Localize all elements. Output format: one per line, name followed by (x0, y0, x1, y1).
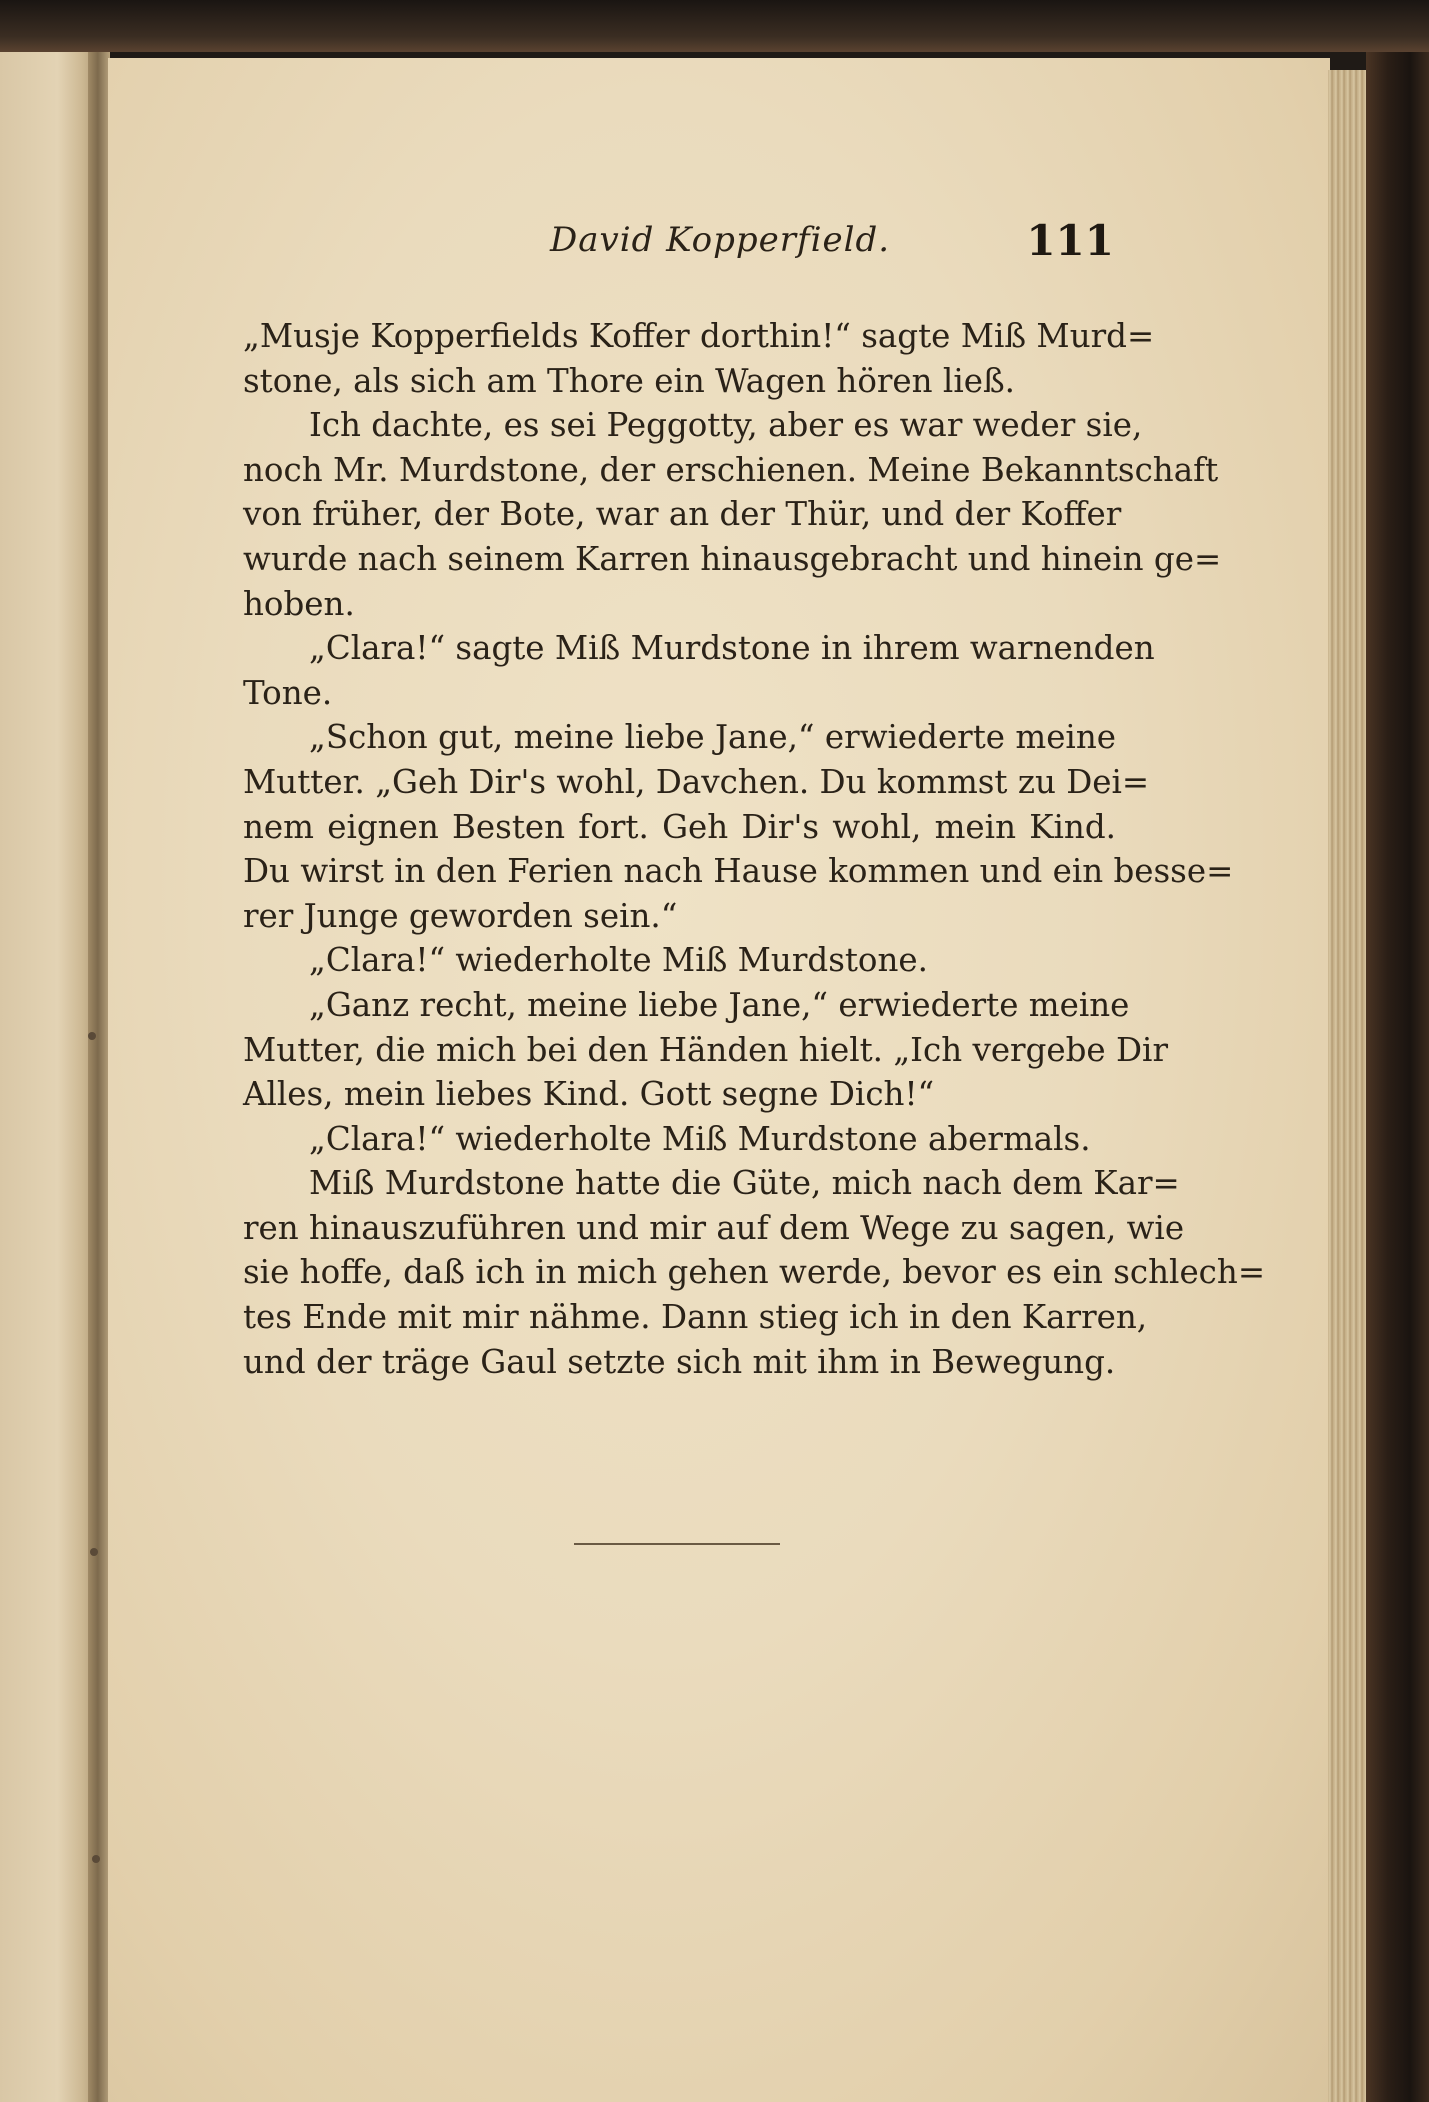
text-line: „Clara!“ wiederholte Miß Murdstone. (309, 941, 928, 980)
running-title: David Kopperfield. (550, 220, 891, 260)
text-line: stone, als sich am Thore ein Wagen hören ließ. (243, 361, 1015, 400)
text-line: Miß Murdstone hatte die Güte, mich nach dem Kar= (309, 1164, 1180, 1203)
book-gutter (88, 52, 110, 2102)
text-line: „Clara!“ sagte Miß Murdstone in ihrem warnenden (309, 629, 1155, 668)
margin-mark (92, 1855, 100, 1863)
text-line: „Clara!“ wiederholte Miß Murdstone abermals. (309, 1119, 1091, 1158)
text-line: von früher, der Bote, war an der Thür, und der Koffer (243, 495, 1122, 534)
section-rule (574, 1543, 780, 1545)
body-text (243, 314, 1266, 1384)
text-line: Mutter, die mich bei den Händen hielt. „Ich vergebe Dir (243, 1030, 1168, 1069)
running-head (550, 216, 1120, 266)
text-line: tes Ende mit mir nähme. Dann stieg ich in den Karren, (243, 1298, 1148, 1337)
text-line: Ich dachte, es sei Peggotty, aber es war weder sie, (309, 406, 1143, 445)
book-cover-right (1366, 52, 1429, 2102)
book-cover-top (0, 0, 1429, 52)
margin-mark (90, 1548, 98, 1556)
text-line: und der träge Gaul setzte sich mit ihm in Bewegung. (243, 1342, 1116, 1381)
text-line: sie hoffe, daß ich in mich gehen werde, bevor es ein schlech= (243, 1253, 1266, 1292)
text-line: Tone. (243, 673, 333, 712)
text-line: Du wirst in den Ferien nach Hause kommen und ein besse= (243, 852, 1234, 891)
text-line: rer Junge geworden sein.“ (243, 896, 678, 935)
text-line: Alles, mein liebes Kind. Gott segne Dich!“ (243, 1075, 935, 1114)
left-facing-page (0, 52, 96, 2102)
text-line: nem eignen Besten fort. Geh Dir's wohl, mein Kind. (243, 807, 1116, 846)
text-line: noch Mr. Murdstone, der erschienen. Meine Bekanntschaft (243, 450, 1219, 489)
text-line: „Musje Kopperfields Koffer dorthin!“ sagte Miß Murd= (243, 317, 1155, 355)
text-line: „Ganz recht, meine liebe Jane,“ erwiederte meine (309, 985, 1130, 1024)
text-line: wurde nach seinem Karren hinausgebracht und hinein ge= (243, 539, 1222, 578)
text-line: Mutter. „Geh Dir's wohl, Davchen. Du kommst zu Dei= (243, 762, 1150, 801)
text-line: „Schon gut, meine liebe Jane,“ erwiederte meine (309, 718, 1116, 757)
text-line: hoben. (243, 584, 355, 623)
margin-mark (88, 1032, 96, 1040)
page-number: 111 (1026, 216, 1114, 265)
text-line: ren hinauszuführen und mir auf dem Wege zu sagen, wie (243, 1208, 1185, 1247)
page-edges (1328, 70, 1368, 2102)
